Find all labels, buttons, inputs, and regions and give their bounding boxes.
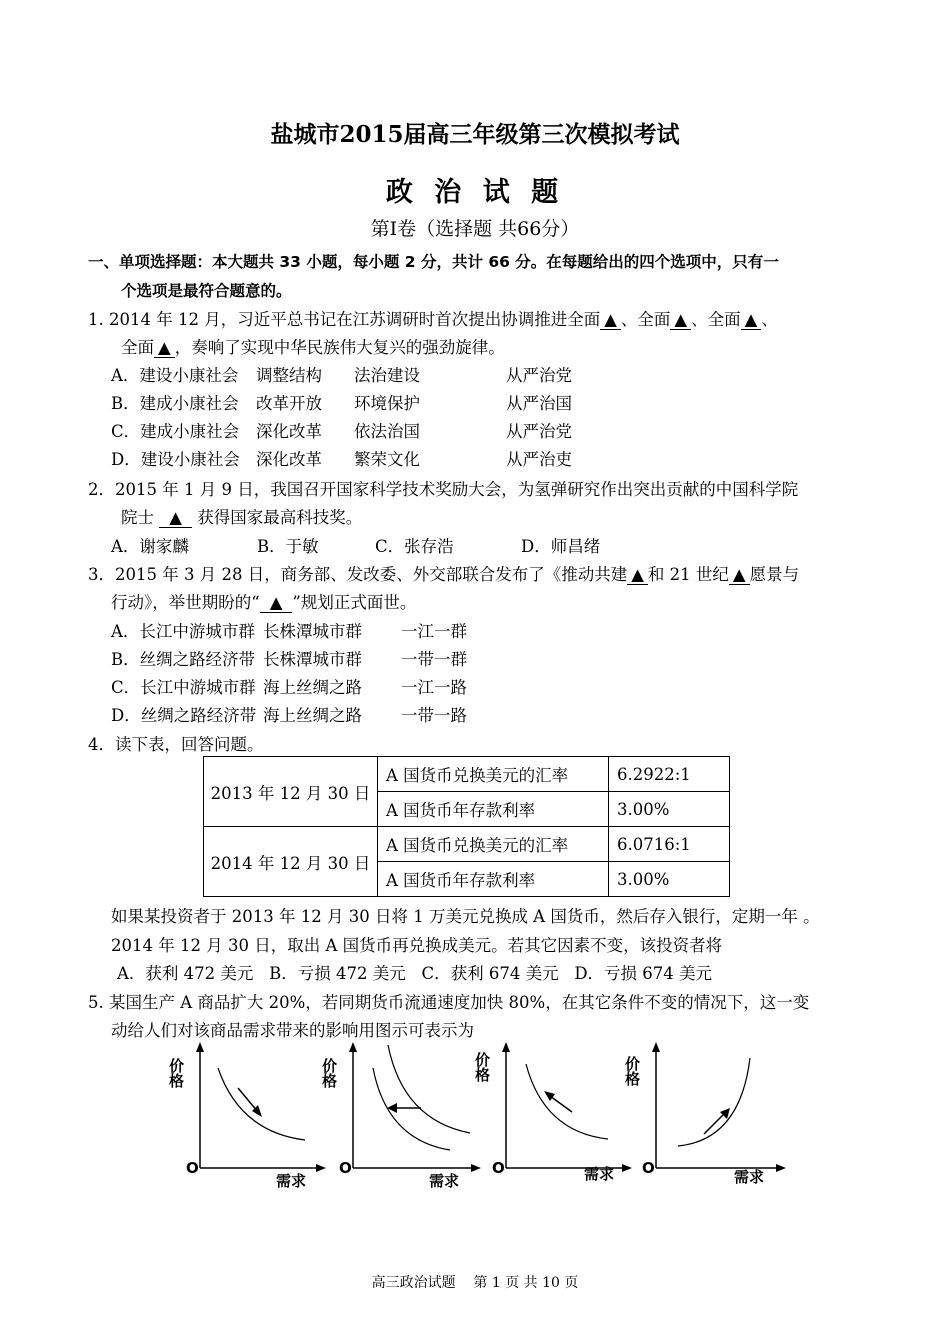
option-part: 长株潭城市群 (263, 650, 362, 669)
q1-option-a (111, 362, 572, 386)
option-part: 海上丝绸之路 (263, 678, 362, 697)
q1-text: 全面 (121, 338, 154, 357)
option-part: 调整结构 (256, 366, 322, 385)
q4-options: A．获利 472 美元 B．亏损 472 美元 C．获利 674 美元 D．亏损 674 美元 (117, 964, 713, 983)
y-axis-label: 价格 (623, 1056, 641, 1086)
q3-text: 愿景与 (749, 565, 800, 584)
option-label: D．丝绸之路经济带 (111, 706, 257, 725)
q4-para1: 如果某投资者于 2013 年 12 月 30 日将 1 万美元兑换成 A 国货币，然后存入银行，定期一年 。 (111, 907, 820, 926)
origin-label: O (642, 1159, 655, 1177)
x-axis-label: 需求 (276, 1172, 307, 1190)
option-part: 环境保护 (354, 394, 420, 413)
blank-mark: ▲ (729, 565, 750, 585)
q3-text: ”规划正式面世。 (292, 593, 417, 612)
q3-text: 和 21 世纪 (647, 565, 729, 584)
y-axis-arrow (349, 1042, 357, 1052)
blank-mark: ▲ (600, 310, 621, 330)
option-part: 改革开放 (256, 394, 322, 413)
section-heading-line2: 个选项是最符合题意的。 (121, 282, 292, 300)
q3-text: 3．2015 年 3 月 28 日，商务部、发改委、外交部联合发布了《推动共建 (88, 565, 628, 584)
option-part: 一带一群 (401, 650, 467, 669)
demand-curve (218, 1068, 305, 1140)
page-footer: 高三政治试题 第 1 页 共 10 页 (371, 1275, 579, 1291)
option-label: C．长江中游城市群 (111, 678, 256, 697)
option-part: 从严治吏 (506, 450, 572, 469)
y-axis-arrow (196, 1042, 204, 1052)
table-cell-value: 6.0716:1 (609, 827, 730, 862)
q1-option-b (111, 390, 572, 414)
table-cell-label: A 国货币年存款利率 (378, 862, 609, 897)
option-label: A．长江中游城市群 (111, 622, 255, 641)
q5-line2: 动给人们对该商品需求带来的影响用图示可表示为 (111, 1021, 474, 1040)
q2-options (111, 533, 600, 557)
demand-curve-1 (373, 1068, 450, 1150)
x-axis-arrow (776, 1164, 786, 1172)
q1-text: 、全面 (620, 310, 671, 329)
x-axis-label: 需求 (584, 1165, 615, 1183)
table-cell-date: 2014 年 12 月 30 日 (204, 827, 378, 897)
demand-graph-c (473, 1040, 643, 1190)
option-part: 从严治党 (506, 366, 572, 385)
q2-line1: 2．2015 年 1 月 9 日，我国召开国家科学技术奖励大会，为氢弹研究作出突出贡献的中国科学院 (88, 480, 799, 499)
q1-text: 1. 2014 年 12 月，习近平总书记在江苏调研时首次提出协调推进全面 (88, 310, 601, 329)
q3-option-b (111, 646, 467, 670)
table-cell-label: A 国货币兑换美元的汇率 (378, 827, 609, 862)
option-part: 一江一路 (401, 678, 467, 697)
y-axis-label: 价格 (167, 1058, 185, 1088)
option-label: D．建设小康社会 (111, 450, 240, 469)
option-part: 长株潭城市群 (263, 622, 362, 641)
q3-text: 行动》，举世期盼的“ (111, 593, 260, 612)
option-part: 深化改革 (256, 450, 322, 469)
option-part: 深化改革 (256, 422, 322, 441)
option-label: C．建成小康社会 (111, 422, 240, 441)
q4-line1: 4．读下表，回答问题。 (88, 735, 264, 754)
section-heading-line1: 一、单项选择题：本大题共 33 小题，每小题 2 分，共计 66 分。在每题给出的四个选项中，只有一 (88, 253, 779, 271)
option-label: A．建设小康社会 (111, 366, 239, 385)
part-title: 第Ⅰ卷（选择题 共66分） (370, 218, 580, 240)
option-label: B．于敏 (257, 537, 319, 556)
x-axis-label: 需求 (734, 1168, 765, 1186)
shift-arrow (704, 1114, 724, 1134)
option-label: B．建成小康社会 (111, 394, 239, 413)
table-row (204, 827, 730, 862)
option-part: 从严治国 (506, 394, 572, 413)
q1-line1 (88, 306, 778, 330)
option-part: 一带一路 (401, 706, 467, 725)
demand-graph-b (320, 1040, 490, 1190)
q3-option-c (111, 674, 467, 698)
option-part: 海上丝绸之路 (263, 706, 362, 725)
exchange-rate-table (203, 756, 730, 897)
demand-graph-d (623, 1040, 795, 1190)
q5-line1: 5. 某国生产 A 商品扩大 20%，若同期货币流通速度加快 80%，在其它条件不变的情况下，这一变 (88, 993, 810, 1012)
y-axis-label: 价格 (473, 1052, 491, 1082)
option-part: 法治建设 (354, 366, 420, 385)
origin-label: O (492, 1159, 505, 1177)
table-cell-value: 3.00% (609, 862, 730, 897)
demand-curve (526, 1064, 608, 1139)
q2-text: 院士 (121, 508, 154, 527)
table-cell-value: 3.00% (609, 792, 730, 827)
option-label: B．丝绸之路经济带 (111, 650, 256, 669)
y-axis-arrow (652, 1042, 660, 1052)
q4-para2: 2014 年 12 月 30 日，取出 A 国货币再兑换成美元。若其它因素不变，该投资者将 (111, 936, 723, 955)
option-part: 从严治党 (506, 422, 572, 441)
origin-label: O (186, 1159, 199, 1177)
blank-mark: ▲ (627, 565, 648, 585)
blank-mark: ▲ (670, 310, 691, 330)
subject-title: 政 治 试 题 (385, 177, 565, 208)
q1-line2 (121, 334, 505, 358)
q3-option-d (111, 702, 467, 726)
q3-line2 (111, 589, 416, 613)
q2-text: 获得国家最高科技奖。 (197, 508, 363, 527)
q1-option-d (111, 446, 572, 470)
shift-arrow-head (387, 1103, 397, 1113)
option-part: 一江一群 (401, 622, 467, 641)
table-cell-value: 6.2922:1 (609, 757, 730, 792)
y-axis-label: 价格 (320, 1058, 338, 1088)
q1-option-c (111, 418, 572, 442)
q2-line2 (121, 504, 362, 528)
option-part: 依法治国 (354, 422, 420, 441)
shift-arrow (550, 1096, 572, 1112)
exam-title: 盐城市2015届高三年级第三次模拟考试 (270, 121, 680, 148)
shift-arrow-head (544, 1091, 555, 1101)
blank-mark: ▲ (741, 310, 762, 330)
q1-text: 、全面 (691, 310, 741, 329)
blank-mark: ▲ (159, 508, 192, 528)
x-axis-label: 需求 (429, 1172, 460, 1190)
q1-text: ，奏响了实现中华民族伟大复兴的强劲旋律。 (174, 338, 505, 357)
option-label: A．谢家麟 (111, 537, 189, 556)
table-cell-date: 2013 年 12 月 30 日 (204, 757, 378, 827)
demand-curve-2 (388, 1045, 470, 1133)
option-label: D．师昌绪 (521, 537, 601, 556)
demand-graph-a (167, 1040, 335, 1190)
q3-option-a (111, 618, 467, 642)
blank-mark: ▲ (154, 338, 175, 358)
origin-label: O (339, 1159, 352, 1177)
option-label: C．张存浩 (375, 537, 454, 556)
y-axis-arrow (502, 1042, 510, 1052)
blank-mark: ▲ (260, 593, 293, 613)
table-cell-label: A 国货币年存款利率 (378, 792, 609, 827)
table-row (204, 757, 730, 792)
table-cell-label: A 国货币兑换美元的汇率 (378, 757, 609, 792)
q1-text: 、 (761, 310, 778, 329)
demand-curve (678, 1058, 750, 1146)
option-part: 繁荣文化 (354, 450, 420, 469)
q3-line1 (88, 561, 799, 585)
